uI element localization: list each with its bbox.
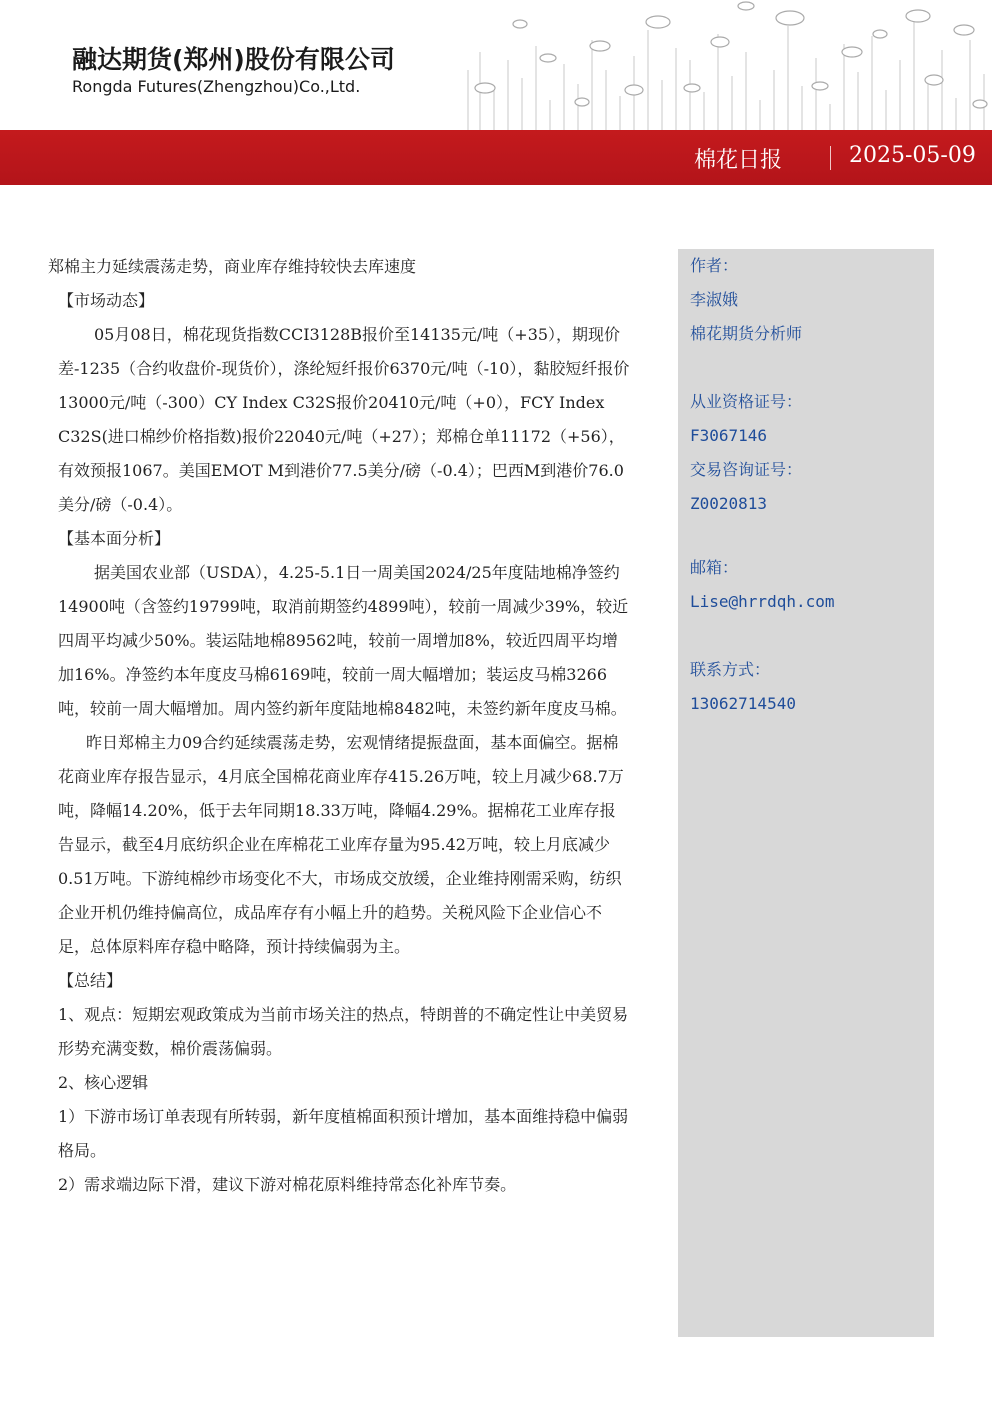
section-title-market: 【市场动态】 <box>58 291 155 310</box>
fundamentals-paragraph-usda: 据美国农业部（USDA），4.25-5.1日一周美国2024/25年度陆地棉净签约14900吨（含签约19799吨，取消前期签约4899吨），较前一周减少39%，较近四周平均减少50%。装运陆地棉89562吨，较前一周增加8%，较近四周平均增加16%。净签约本年度皮马棉6169吨，较前一周大幅增加；装运皮马棉3266吨，较前一周大幅增加。周内签约新年度陆地棉8482吨，未签约新年度皮马棉。 <box>58 563 629 718</box>
report-header <box>0 0 992 186</box>
consult-label: 交易咨询证号： <box>690 460 803 479</box>
cert-number: F3067146 <box>690 426 768 445</box>
cert-label: 从业资格证号： <box>690 392 803 411</box>
summary-core-logic-heading: 2、核心逻辑 <box>58 1073 149 1092</box>
author-name: 李淑娥 <box>690 290 739 309</box>
email-label: 邮箱： <box>690 558 739 577</box>
author-label: 作者： <box>690 256 739 275</box>
summary-logic-2: 2）需求端边际下滑，建议下游对棉花原料维持常态化补库节奏。 <box>58 1175 517 1194</box>
market-paragraph: 05月08日，棉花现货指数CCI3128B报价至14135元/吨（+35），期现价差-1235（合约收盘价-现货价），涤纶短纤报价6370元/吨（-10），黏胶短纤报价13000元/吨（-300）CY Index C32S报价20410元/吨（+0），FCY Index C32S(进口棉纱价格指数)报价22040元/吨（+27）；郑棉仓单11172（+56），有效预报1067。美国EMOT M到港价77.5美分/磅（-0.4）；巴西M到港价76.0美分/磅（-0.4）。 <box>58 325 630 514</box>
author-title: 棉花期货分析师 <box>690 324 803 343</box>
author-sidebar <box>678 249 934 1337</box>
title-bar <box>0 130 992 185</box>
phone-number: 13062714540 <box>690 694 796 713</box>
fundamentals-paragraph-inventory: 昨日郑棉主力09合约延续震荡走势，宏观情绪提振盘面，基本面偏空。据棉花商业库存报告显示，4月底全国棉花商业库存415.26万吨，较上月减少68.7万吨，降幅14.20%，低于去年同期18.33万吨，降幅4.29%。据棉花工业库存报告显示，截至4月底纺织企业在库棉花工业库存量为95.42万吨，较上月底减少0.51万吨。下游纯棉纱市场变化不大，市场成交放缓，企业维持刚需采购，纺织企业开机仍维持偏高位，成品库存有小幅上升的趋势。关税风险下企业信心不足，总体原料库存稳中略降，预计持续偏弱为主。 <box>58 733 624 956</box>
article-headline: 郑棉主力延续震荡走势，商业库存维持较快去库速度 <box>48 257 417 276</box>
phone-label: 联系方式： <box>690 660 771 679</box>
decorative-circles-graphic <box>460 0 992 130</box>
report-title: 棉花日报 <box>694 148 783 173</box>
email-link[interactable]: Lise@hrrdqh.com <box>690 592 835 611</box>
section-title-summary: 【总结】 <box>58 971 123 990</box>
company-name-en: Rongda Futures(Zhengzhou)Co.,Ltd. <box>72 77 361 96</box>
company-name-cn: 融达期货(郑州)股份有限公司 <box>72 45 395 74</box>
summary-logic-1: 1）下游市场订单表现有所转弱，新年度植棉面积预计增加，基本面维持稳中偏弱格局。 <box>58 1107 629 1160</box>
report-date: 2025-05-09 <box>849 143 976 168</box>
title-separator <box>830 146 831 170</box>
section-title-fundamentals: 【基本面分析】 <box>58 529 171 548</box>
summary-view: 1、观点：短期宏观政策成为当前市场关注的热点，特朗普的不确定性让中美贸易形势充满变数，棉价震荡偏弱。 <box>58 1005 629 1058</box>
article-body <box>48 250 630 1202</box>
consult-number: Z0020813 <box>690 494 768 513</box>
